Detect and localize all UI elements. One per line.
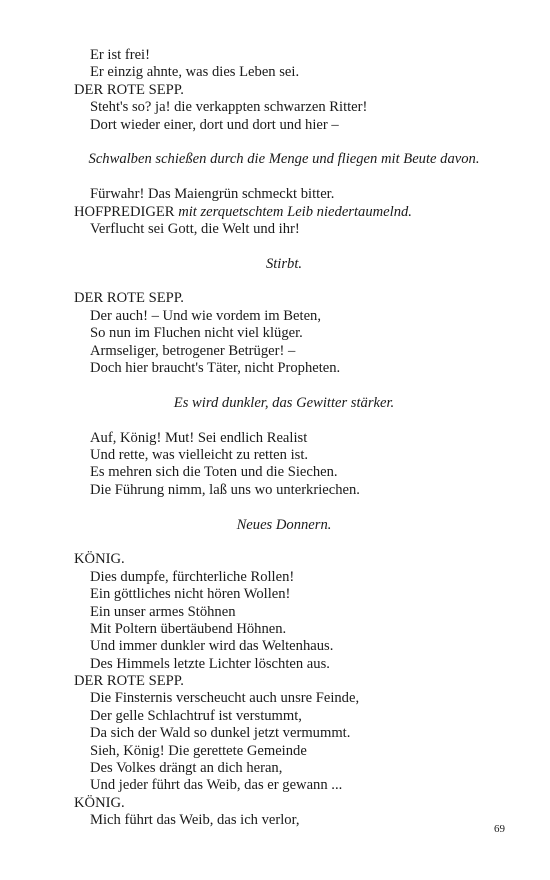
verse-line: Armseliger, betrogener Betrüger! – bbox=[90, 342, 296, 359]
verse-line: Mich führt das Weib, das ich verlor, bbox=[90, 812, 300, 829]
speaker-name: DER ROTE SEPP. bbox=[74, 290, 184, 307]
inline-stage-direction: mit zerquetschtem Leib niedertaumelnd. bbox=[178, 203, 412, 220]
verse-line: Es mehren sich die Toten und die Siechen. bbox=[90, 464, 338, 481]
verse-line: Mit Poltern übertäubend Höhnen. bbox=[90, 620, 287, 637]
stage-direction: Schwalben schießen durch die Menge und fliegen mit Beute davon. bbox=[88, 151, 480, 168]
verse-line: Auf, König! Mut! Sei endlich Realist bbox=[90, 429, 308, 446]
speaker-name: DER ROTE SEPP. bbox=[74, 673, 184, 690]
verse-line: Die Führung nimm, laß uns wo unterkriechen. bbox=[90, 481, 360, 498]
verse-line: Des Volkes drängt an dich heran, bbox=[90, 760, 283, 777]
verse-line: Der auch! – Und wie vordem im Beten, bbox=[90, 307, 321, 324]
verse-line: Des Himmels letzte Lichter löschten aus. bbox=[90, 655, 330, 672]
verse-line: Ein unser armes Stöhnen bbox=[90, 603, 236, 620]
verse-line: So nun im Fluchen nicht viel klüger. bbox=[90, 325, 303, 342]
verse-line: Er ist frei! bbox=[90, 47, 150, 63]
verse-line: Sieh, König! Die gerettete Gemeinde bbox=[90, 742, 307, 759]
speaker-name: DER ROTE SEPP. bbox=[74, 81, 184, 98]
stage-direction: Es wird dunkler, das Gewitter stärker. bbox=[173, 394, 395, 411]
verse-line: Dies dumpfe, fürchterliche Rollen! bbox=[90, 568, 295, 585]
speaker-name: KÖNIG. bbox=[74, 794, 125, 811]
stage-direction: Neues Donnern. bbox=[236, 516, 332, 533]
verse-line: Fürwahr! Das Maiengrün schmeckt bitter. bbox=[90, 186, 335, 203]
page-number: 69 bbox=[494, 823, 505, 835]
text-page bbox=[74, 47, 494, 830]
stage-direction: Stirbt. bbox=[265, 255, 303, 272]
speaker-name: HOFPREDIGER bbox=[74, 203, 175, 220]
speaker-name: KÖNIG. bbox=[74, 551, 125, 568]
verse-line: Der gelle Schlachtruf ist verstummt, bbox=[90, 707, 302, 724]
verse-line: Er einzig ahnte, was dies Leben sei. bbox=[90, 64, 300, 81]
verse-line: Doch hier braucht's Täter, nicht Propheten. bbox=[90, 360, 341, 377]
verse-line: Und jeder führt das Weib, das er gewann ... bbox=[90, 777, 343, 794]
verse-line: Da sich der Wald so dunkel jetzt vermummt. bbox=[90, 725, 351, 742]
verse-line: Und immer dunkler wird das Weltenhaus. bbox=[90, 638, 334, 655]
verse-line: Verflucht sei Gott, die Welt und ihr! bbox=[90, 220, 300, 237]
verse-line: Dort wieder einer, dort und dort und hier – bbox=[90, 116, 339, 133]
verse-line: Und rette, was vielleicht zu retten ist. bbox=[90, 446, 309, 463]
verse-line: Die Finsternis verscheucht auch unsre Feinde, bbox=[90, 690, 360, 707]
verse-line: Ein göttliches nicht hören Wollen! bbox=[90, 586, 291, 603]
speaker-line bbox=[74, 204, 494, 221]
verse-line: Steht's so? ja! die verkappten schwarzen Ritter! bbox=[90, 99, 368, 116]
